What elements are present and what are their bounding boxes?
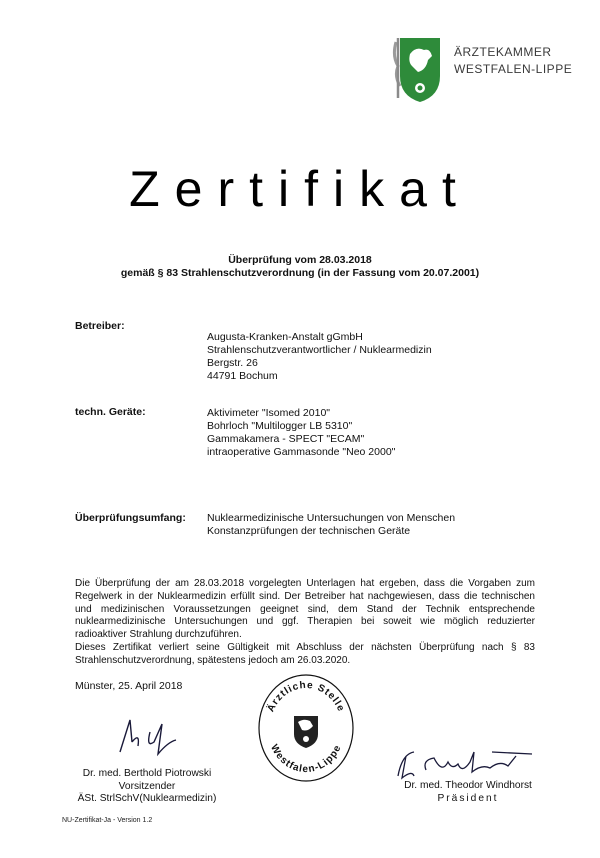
certificate-body (75, 578, 535, 668)
seal-emblem-icon (294, 716, 318, 748)
certificate-title: Zertifikat (129, 161, 471, 217)
seal-bottom-text: Westfalen-Lippe (268, 742, 344, 776)
operator-line: 44791 Bochum (207, 370, 278, 382)
signature-left (62, 768, 232, 806)
place-date: Münster, 25. April 2018 (75, 680, 183, 692)
signatory-right-role: Präsident (437, 792, 499, 804)
scope-list (207, 512, 455, 538)
operator-line: Augusta-Kranken-Anstalt gGmbH (207, 331, 363, 343)
signatory-right-name: Dr. med. Theodor Windhorst (404, 780, 532, 791)
signatory-left-role-2: ÄSt. StrlSchV(Nuklearmedizin) (77, 793, 217, 805)
heading-line-2: gemäß § 83 Strahlenschutzverordnung (in der Fassung vom 20.07.2001) (120, 267, 480, 279)
body-paragraph-1: Die Überprüfung der am 28.03.2018 vorgelegten Unterlagen hat ergeben, dass die Vorgaben zum Regelwerk in der Nuklearmedizin erfüllt sind. Der Betreiber hat nachgewiesen, dass die technischen und medizinischen Voraussetzungen geeignet sind, dem Stand der Technik entsprechende nuklearmedizinische Untersuchungen und ggf. Therapien bei soweit wie möglich reduzierter radioaktiver Strahlung durchzuführen. (75, 578, 535, 641)
chamber-logo (392, 36, 572, 106)
operator-details (207, 331, 432, 383)
logo-line-2: WESTFALEN-LIPPE (454, 62, 573, 76)
certificate-heading (0, 254, 600, 280)
operator-line: Bergstr. 26 (207, 357, 258, 369)
scope-item: Konstanzprüfungen der technischen Geräte (207, 525, 411, 537)
scope-label: Überprüfungsumfang: (75, 512, 186, 524)
document-version: NU-Zertifikat-Ja - Version 1.2 (62, 817, 153, 824)
operator-line: Strahlenschutzverantwortlicher / Nuklearmedizin (207, 344, 432, 356)
device-item: intraoperative Gammasonde "Neo 2000" (207, 446, 396, 458)
signature-right (378, 780, 558, 805)
scope-item: Nuklearmedizinische Untersuchungen von Menschen (207, 512, 456, 524)
operator-label: Betreiber: (75, 320, 125, 332)
device-item: Gammakamera - SPECT "ECAM" (207, 433, 365, 445)
device-item: Aktivimeter "Isomed 2010" (207, 407, 331, 419)
body-paragraph-2: Dieses Zertifikat verliert seine Gültigkeit mit Abschluss der nächsten Überprüfung nach § 83 Strahlenschutzverordnung, spätestens jedoch am 26.03.2020. (75, 641, 535, 666)
devices-label: techn. Geräte: (75, 406, 146, 418)
signature-left-icon (110, 712, 190, 762)
devices-list (207, 407, 395, 459)
signatory-left-role: Vorsitzender (118, 780, 176, 792)
logo-line-1: ÄRZTEKAMMER (454, 45, 552, 59)
signature-right-icon (392, 740, 542, 784)
heading-line-1: Überprüfung vom 28.03.2018 (228, 254, 372, 266)
signatory-left-name: Dr. med. Berthold Piotrowski (82, 768, 212, 779)
official-seal (256, 672, 356, 784)
device-item: Bohrloch "Multilogger LB 5310" (207, 420, 353, 432)
chamber-emblem-icon (392, 36, 444, 104)
seal-top-text: Ärztliche Stelle (265, 679, 347, 714)
